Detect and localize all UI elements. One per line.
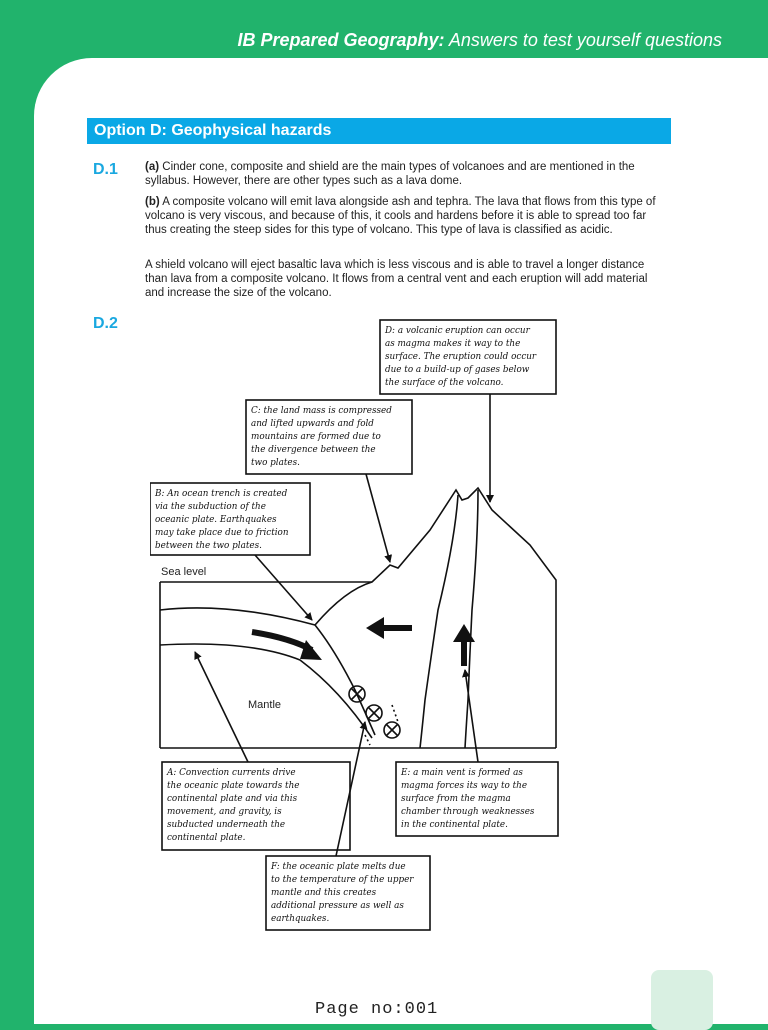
callout-b-line: via the subduction of the bbox=[155, 502, 266, 512]
callout-a-text bbox=[166, 768, 299, 843]
answer-d1-a bbox=[145, 160, 665, 188]
header-title-bold: IB Prepared Geography: bbox=[237, 30, 445, 50]
oceanic-plate-top bbox=[160, 608, 315, 625]
sea-level-label: Sea level bbox=[161, 566, 207, 578]
callout-e-line: magma forces its way to the bbox=[401, 781, 528, 791]
leader-c bbox=[366, 474, 390, 562]
callout-d-line: the surface of the volcano. bbox=[385, 378, 504, 388]
callout-e-line: in the continental plate. bbox=[401, 820, 508, 830]
callout-a-line: A: Convection currents drive bbox=[167, 768, 296, 778]
question-number-d2: D.2 bbox=[93, 315, 118, 332]
callout-e-line: E: a main vent is formed as bbox=[401, 768, 523, 778]
callout-c-line: the divergence between the bbox=[251, 445, 376, 455]
callout-d-line: D: a volcanic eruption can occur bbox=[385, 326, 530, 336]
callout-c-line: mountains are formed due to bbox=[251, 432, 381, 442]
melt-symbol-3 bbox=[384, 722, 400, 738]
callout-a-line: movement, and gravity, is bbox=[167, 807, 282, 817]
question-number-d1: D.1 bbox=[93, 161, 118, 178]
leader-b bbox=[255, 555, 312, 620]
melt-dash-2 bbox=[365, 735, 370, 745]
callout-d-line: due to a build-up of gases below bbox=[385, 365, 530, 375]
callout-f-line: to the temperature of the upper bbox=[271, 875, 414, 885]
right-vent-wall bbox=[465, 490, 478, 748]
callout-e-line: surface from the magma bbox=[401, 794, 511, 804]
section-title: Option D: Geophysical hazards bbox=[87, 118, 671, 144]
answer-d1-a-label: (a) bbox=[145, 161, 160, 173]
page-number: Page no:001 bbox=[315, 1000, 439, 1019]
mantle-label: Mantle bbox=[248, 699, 282, 711]
left-vent-wall bbox=[420, 495, 458, 748]
melt-dash-1 bbox=[392, 705, 398, 722]
callout-a-line: subducted underneath the bbox=[167, 820, 286, 830]
callout-d-line: surface. The eruption could occur bbox=[385, 352, 537, 362]
callout-e-text bbox=[400, 768, 535, 830]
callout-c-line: and lifted upwards and fold bbox=[251, 419, 374, 429]
header-title-rest: Answers to test yourself questions bbox=[444, 30, 722, 50]
callout-d-line: as magma makes it way to the bbox=[385, 339, 521, 349]
melt-symbol-2 bbox=[366, 705, 382, 721]
callout-b-line: B: An ocean trench is created bbox=[155, 489, 288, 499]
callout-f-line: additional pressure as well as bbox=[271, 901, 404, 911]
oceanic-plate-bottom bbox=[160, 644, 372, 738]
callout-c-line: C: the land mass is compressed bbox=[251, 406, 392, 416]
answer-d1-b-text: A composite volcano will emit lava alongside ash and tephra. The lava that flows from this type of volcano is very viscous, and because of this, it cools and hardens before it is able to spread too far thus creating the steep sides for this type of volcano. This type of lava is classified as acidic. bbox=[145, 196, 656, 236]
answer-d1-c: A shield volcano will eject basaltic lava which is less viscous and is able to travel a longer distance than lava from a composite volcano. It flows from a central vent and each eruption will add material and increase the size of the volcano. bbox=[145, 259, 648, 299]
callout-a-line: the oceanic plate towards the bbox=[167, 781, 300, 791]
melt-symbol-1 bbox=[349, 686, 365, 702]
answer-d1-b-label: (b) bbox=[145, 196, 160, 208]
callout-f-text bbox=[270, 862, 414, 924]
callout-b-line: oceanic plate. Earthquakes bbox=[155, 515, 277, 525]
header-title bbox=[237, 30, 722, 51]
callout-b-line: between the two plates. bbox=[155, 541, 262, 551]
subduction-diagram bbox=[150, 310, 570, 940]
compression-arrow-head bbox=[366, 617, 384, 639]
callout-a-line: continental plate. bbox=[167, 833, 246, 843]
callout-b-text bbox=[154, 489, 289, 551]
answer-d1-a-text: Cinder cone, composite and shield are the main types of volcanoes and are mentioned in the syllabus. However, there are other types such as a lava dome. bbox=[145, 161, 635, 187]
callout-f-line: earthquakes. bbox=[271, 914, 330, 924]
callout-f-line: mantle and this creates bbox=[271, 888, 377, 898]
callout-d-text bbox=[384, 326, 537, 388]
callout-a-line: continental plate and via this bbox=[167, 794, 298, 804]
callout-e-line: chamber through weaknesses bbox=[401, 807, 535, 817]
callout-b-line: may take place due to friction bbox=[155, 528, 289, 538]
leader-a bbox=[195, 652, 248, 762]
callout-c-line: two plates. bbox=[251, 458, 300, 468]
answer-d1-b bbox=[145, 195, 665, 237]
callout-f-line: F: the oceanic plate melts due bbox=[271, 862, 406, 872]
corner-tab bbox=[651, 970, 713, 1030]
callout-c-text bbox=[251, 406, 392, 468]
subduction-arrow-shaft bbox=[252, 632, 312, 650]
